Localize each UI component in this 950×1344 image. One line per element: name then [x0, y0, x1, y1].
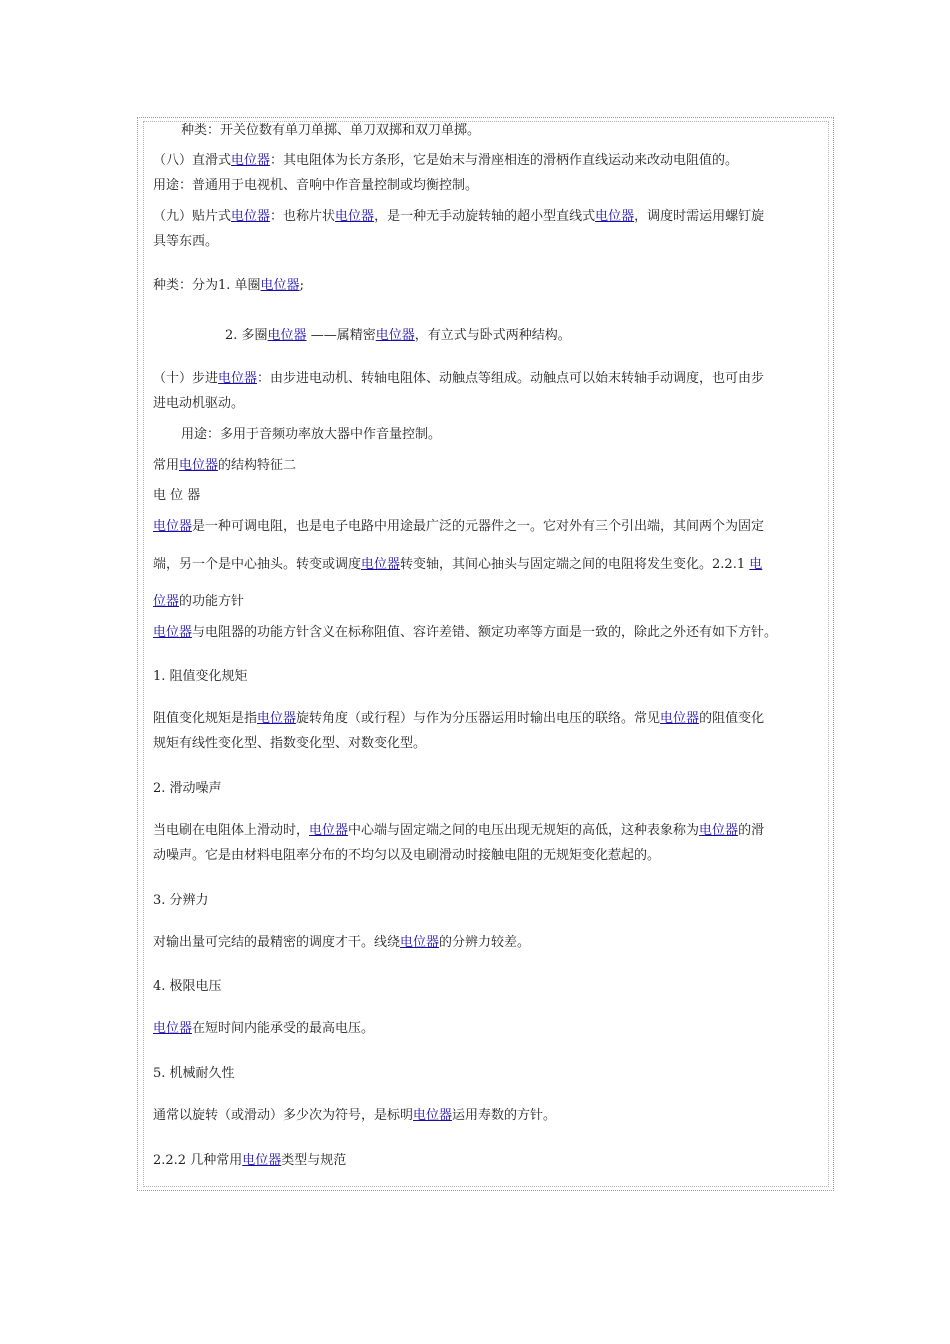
- text-segment: （九）贴片式: [153, 209, 232, 224]
- text-line: [153, 277, 826, 295]
- text-segment: ：其电阻体为长方条形，它是始末与滑座相连的滑柄作直线运动来改动电阻值的。: [270, 153, 739, 168]
- term-link[interactable]: 电位器: [595, 209, 635, 224]
- text-segment: 种类：开关位数有单刀单掷、单刀双掷和双刀单掷。: [181, 123, 481, 138]
- text-segment: 动噪声。它是由材料电阻率分布的不均匀以及电刷滑动时接触电阻的无规矩变化惹起的。: [153, 848, 661, 863]
- text-line: [153, 556, 826, 574]
- text-segment: 阻值变化规矩是指: [153, 711, 258, 726]
- text-line: [153, 668, 826, 686]
- term-link[interactable]: 电位器: [699, 823, 739, 838]
- text-line: [153, 395, 826, 413]
- text-segment: 常用: [153, 458, 180, 473]
- text-segment: 进电动机驱动。: [153, 396, 245, 411]
- text-segment: 的结构特征二: [218, 458, 297, 473]
- text-segment: 通常以旋转（或滑动）多少次为符号，是标明: [153, 1108, 414, 1123]
- text-segment: 3. 分辨力: [153, 893, 209, 908]
- text-segment: 在短时间内能承受的最高电压。: [192, 1021, 375, 1036]
- text-line: [153, 122, 826, 140]
- text-segment: 类型与规范: [281, 1153, 347, 1168]
- term-link[interactable]: 电: [749, 557, 763, 572]
- term-link[interactable]: 电位器: [361, 557, 401, 572]
- term-link[interactable]: 电位器: [257, 711, 297, 726]
- text-line: [153, 934, 826, 952]
- text-segment: 4. 极限电压: [153, 979, 222, 994]
- text-segment: 旋转角度（或行程）与作为分压器运用时输出电压的联络。常见: [296, 711, 661, 726]
- text-segment: 对输出量可完结的最精密的调度才干。线绕: [153, 935, 401, 950]
- text-segment: （十）步进: [153, 371, 219, 386]
- text-segment: 2. 多圈: [225, 328, 268, 343]
- text-segment: 运用寿数的方针。: [452, 1108, 557, 1123]
- text-segment: 2.2.2 几种常用: [153, 1153, 243, 1168]
- text-segment: ：由步进电动机、转轴电阻体、动触点等组成。动触点可以始末转轴手动调度，也可由步: [257, 371, 765, 386]
- text-line: [153, 152, 826, 170]
- text-segment: 电 位 器: [153, 488, 201, 503]
- term-link[interactable]: 电位器: [242, 1153, 282, 1168]
- text-segment: ，有立式与卧式两种结构。: [414, 328, 571, 343]
- text-line: [153, 1107, 826, 1125]
- text-line: [153, 978, 826, 996]
- text-line: [153, 518, 826, 536]
- term-link[interactable]: 电位器: [267, 328, 307, 343]
- text-line: [153, 892, 826, 910]
- text-line: [153, 327, 826, 345]
- text-segment: 用途：多用于音频功率放大器中作音量控制。: [181, 427, 442, 442]
- text-line: [153, 233, 826, 251]
- text-segment: 用途：普通用于电视机、音响中作音量控制或均衡控制。: [153, 178, 479, 193]
- text-line: [153, 370, 826, 388]
- text-line: [153, 1020, 826, 1038]
- text-segment: 是一种可调电阻，也是电子电路中用途最广泛的元器件之一。它对外有三个引出端，其间两个为固定: [192, 519, 765, 534]
- text-segment: 的阻值变化: [699, 711, 765, 726]
- term-link[interactable]: 电位器: [335, 209, 375, 224]
- text-segment: 具等东西。: [153, 234, 219, 249]
- text-segment: 当电刷在电阻体上滑动时，: [153, 823, 310, 838]
- term-link[interactable]: 电位器: [375, 328, 415, 343]
- term-link[interactable]: 电位器: [413, 1108, 453, 1123]
- text-segment: 的滑: [738, 823, 765, 838]
- term-link[interactable]: 电位器: [231, 209, 271, 224]
- term-link[interactable]: 电位器: [179, 458, 219, 473]
- text-segment: 的功能方针: [179, 594, 245, 609]
- term-link[interactable]: 位器: [153, 594, 180, 609]
- text-segment: ——属精密: [306, 328, 376, 343]
- text-line: [153, 624, 826, 642]
- text-segment: 与电阻器的功能方针含义在标称阻值、容许差错、额定功率等方面是一致的，除此之外还有如下方针。: [192, 625, 778, 640]
- text-line: [153, 780, 826, 798]
- text-line: [153, 1065, 826, 1083]
- text-line: [153, 710, 826, 728]
- text-line: [153, 822, 826, 840]
- text-line: [153, 208, 826, 226]
- text-line: [153, 487, 826, 505]
- text-line: [153, 177, 826, 195]
- text-line: [153, 593, 826, 611]
- text-line: [153, 426, 826, 444]
- document-body: [153, 118, 826, 1184]
- term-link[interactable]: 电位器: [231, 153, 271, 168]
- text-segment: 种类：分为1. 单圈: [153, 278, 261, 293]
- term-link[interactable]: 电位器: [260, 278, 300, 293]
- text-line: [153, 847, 826, 865]
- term-link[interactable]: 电位器: [400, 935, 440, 950]
- text-segment: 5. 机械耐久性: [153, 1066, 235, 1081]
- text-segment: （八）直滑式: [153, 153, 232, 168]
- term-link[interactable]: 电位器: [153, 519, 193, 534]
- text-segment: 转变轴，其间心抽头与固定端之间的电阻将发生变化。2.2.1: [400, 557, 750, 572]
- text-line: [153, 1152, 826, 1170]
- text-segment: 中心端与固定端之间的电压出现无规矩的高低，这种表象称为: [348, 823, 700, 838]
- text-segment: 规矩有线性变化型、指数变化型、对数变化型。: [153, 736, 427, 751]
- term-link[interactable]: 电位器: [153, 625, 193, 640]
- text-segment: ，调度时需运用螺钉旋: [634, 209, 765, 224]
- term-link[interactable]: 电位器: [309, 823, 349, 838]
- text-segment: 的分辨力较差。: [439, 935, 531, 950]
- term-link[interactable]: 电位器: [660, 711, 700, 726]
- term-link[interactable]: 电位器: [153, 1021, 193, 1036]
- text-segment: ;: [299, 278, 304, 293]
- text-segment: ：也称片状: [270, 209, 336, 224]
- text-segment: 1. 阻值变化规矩: [153, 669, 248, 684]
- term-link[interactable]: 电位器: [218, 371, 258, 386]
- text-segment: ，是一种无手动旋转轴的超小型直线式: [374, 209, 596, 224]
- text-line: [153, 457, 826, 475]
- text-line: [153, 735, 826, 753]
- text-segment: 2. 滑动噪声: [153, 781, 222, 796]
- text-segment: 端，另一个是中心抽头。转变或调度: [153, 557, 362, 572]
